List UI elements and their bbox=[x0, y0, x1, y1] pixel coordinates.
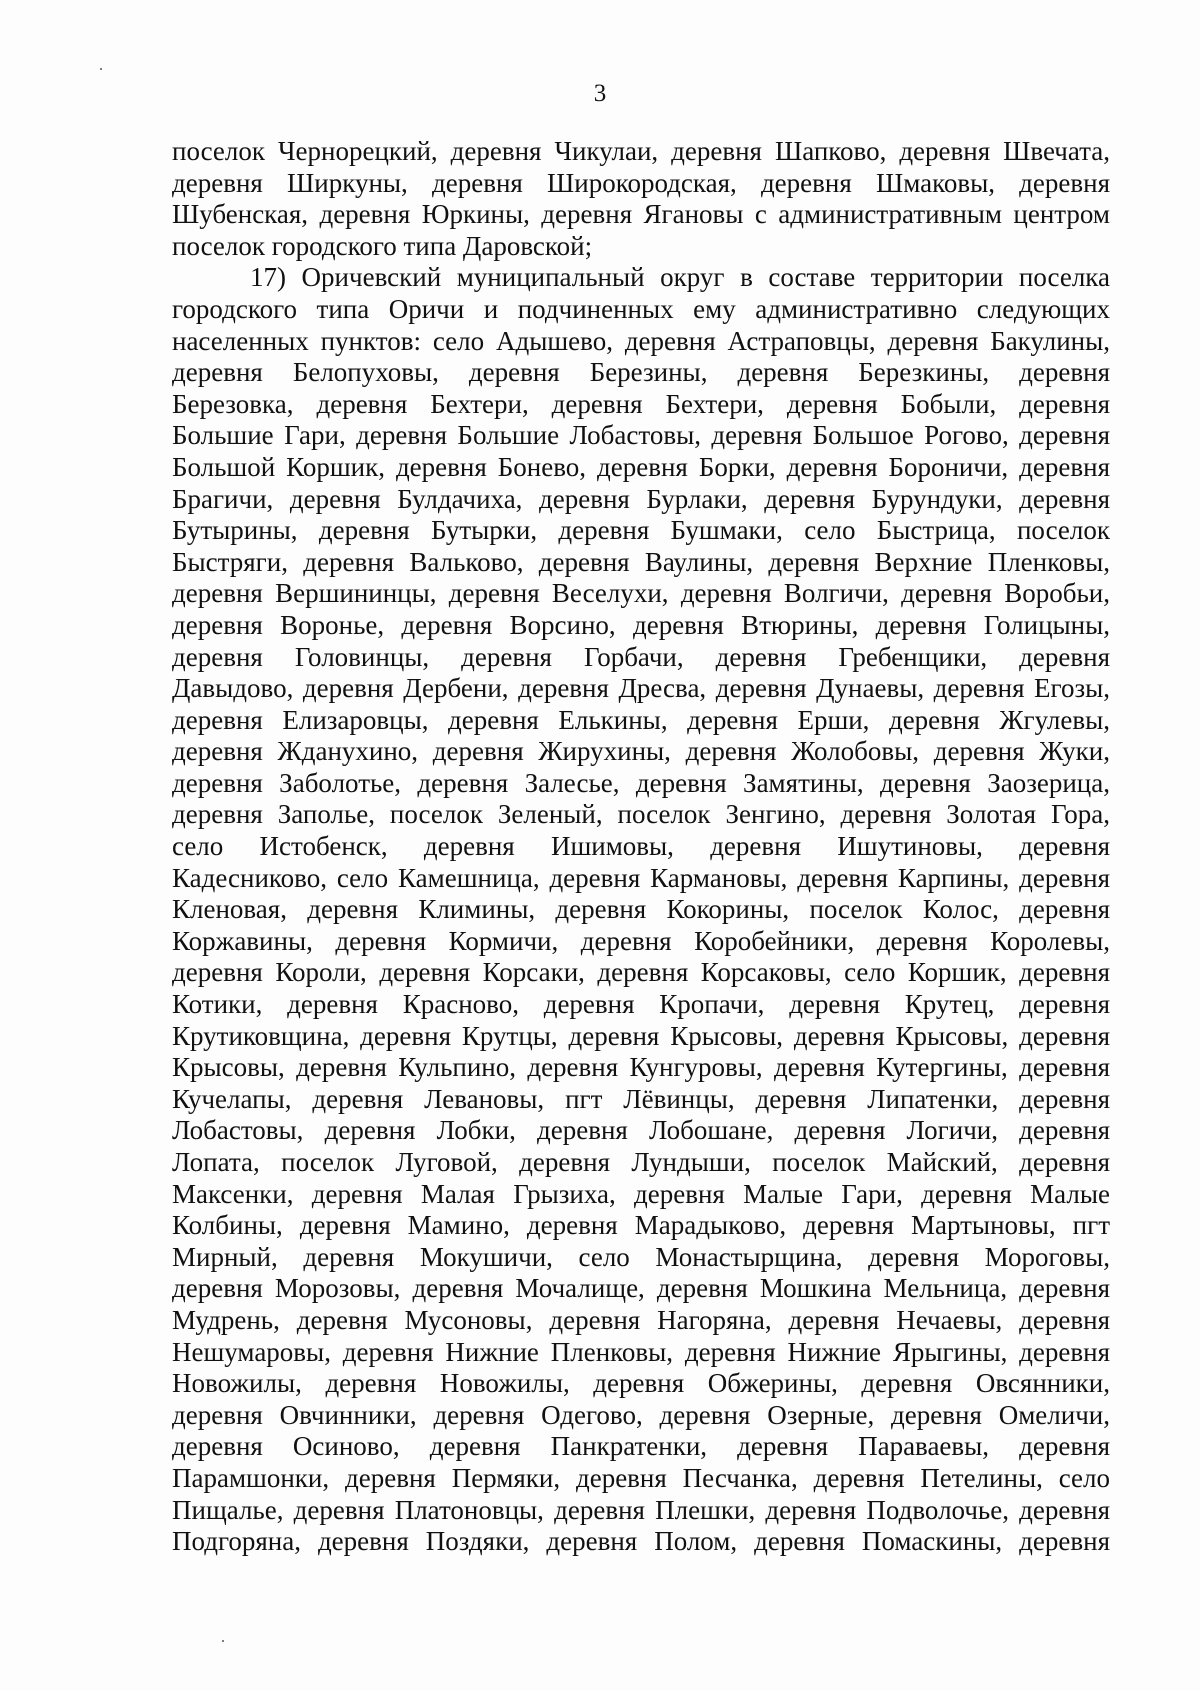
text-line: деревня Воронье, деревня Ворсино, деревня Втюрины, деревня Голицыны, bbox=[172, 609, 1110, 640]
text-line: Кленовая, деревня Климины, деревня Кокорины, поселок Колос, деревня bbox=[172, 894, 1110, 925]
text-line: Кадесниково, село Камешница, деревня Кармановы, деревня Карпины, деревня bbox=[172, 862, 1110, 893]
text-line: Крутиковщина, деревня Крутцы, деревня Крысовы, деревня Крысовы, деревня bbox=[172, 1020, 1110, 1051]
text-line: Максенки, деревня Малая Грызиха, деревня Малые Гари, деревня Малые bbox=[172, 1178, 1110, 1209]
text-line: Нешумаровы, деревня Нижние Пленковы, деревня Нижние Ярыгины, деревня bbox=[172, 1336, 1110, 1367]
text-line: Коржавины, деревня Кормичи, деревня Коробейники, деревня Королевы, bbox=[172, 925, 1110, 956]
text-line: деревня Головинцы, деревня Горбачи, деревня Гребенщики, деревня bbox=[172, 641, 1110, 672]
text-line: деревня Заболотье, деревня Залесье, деревня Замятины, деревня Заозерица, bbox=[172, 767, 1110, 798]
text-line: Бутырины, деревня Бутырки, деревня Бушмаки, село Быстрица, поселок bbox=[172, 515, 1110, 546]
text-line: Шубенская, деревня Юркины, деревня Ягановы с административным центром bbox=[172, 199, 1110, 230]
scan-speck bbox=[100, 68, 102, 70]
text-line: деревня Заполье, поселок Зеленый, поселок Зенгино, деревня Золотая Гора, bbox=[172, 799, 1110, 830]
text-line: деревня Вершининцы, деревня Веселухи, деревня Волгичи, деревня Воробьи, bbox=[172, 578, 1110, 609]
text-line: деревня Ширкуны, деревня Широкородская, деревня Шмаковы, деревня bbox=[172, 167, 1110, 198]
text-line: поселок городского типа Даровской; bbox=[172, 230, 593, 261]
text-line: Пищалье, деревня Платоновцы, деревня Плешки, деревня Подволочье, деревня bbox=[172, 1494, 1110, 1525]
body-text bbox=[172, 136, 1110, 1558]
text-line: Быстряги, деревня Вальково, деревня Ваулины, деревня Верхние Пленковы, bbox=[172, 546, 1110, 577]
text-line: деревня Жданухино, деревня Жирухины, деревня Жолобовы, деревня Жуки, bbox=[172, 736, 1110, 767]
text-line: деревня Морозовы, деревня Мочалище, деревня Мошкина Мельница, деревня bbox=[172, 1273, 1110, 1304]
text-line: Мирный, деревня Мокушичи, село Монастырщина, деревня Мороговы, bbox=[172, 1241, 1110, 1272]
text-line: Большие Гари, деревня Большие Лобастовы, деревня Большое Рогово, деревня bbox=[172, 420, 1110, 451]
text-line: село Истобенск, деревня Ишимовы, деревня Ишутиновы, деревня bbox=[172, 831, 1110, 862]
text-line: населенных пунктов: село Адышево, деревня Астраповцы, деревня Бакулины, bbox=[172, 325, 1110, 356]
page-number: 3 bbox=[593, 80, 607, 107]
text-line: Новожилы, деревня Новожилы, деревня Обжерины, деревня Овсянники, bbox=[172, 1368, 1110, 1399]
text-line: Котики, деревня Красново, деревня Кропачи, деревня Крутец, деревня bbox=[172, 989, 1110, 1020]
text-line: Брагичи, деревня Булдачиха, деревня Бурлаки, деревня Бурундуки, деревня bbox=[172, 483, 1110, 514]
text-line: деревня Овчинники, деревня Одегово, деревня Озерные, деревня Омеличи, bbox=[172, 1399, 1110, 1430]
paragraph-17-first-line: 17) Оричевский муниципальный округ в составе территории поселка bbox=[250, 262, 1110, 293]
text-line: деревня Короли, деревня Корсаки, деревня Корсаковы, село Коршик, деревня bbox=[172, 957, 1110, 988]
text-line: Давыдово, деревня Дербени, деревня Дресва, деревня Дунаевы, деревня Егозы, bbox=[172, 673, 1110, 704]
text-line: Крысовы, деревня Кульпино, деревня Кунгуровы, деревня Кутергины, деревня bbox=[172, 1052, 1110, 1083]
text-line: Березовка, деревня Бехтери, деревня Бехтери, деревня Бобыли, деревня bbox=[172, 388, 1110, 419]
text-line: поселок Чернорецкий, деревня Чикулаи, деревня Шапково, деревня Швечата, bbox=[172, 136, 1110, 166]
text-line: городского типа Оричи и подчиненных ему административно следующих bbox=[172, 293, 1110, 324]
text-line: Парамшонки, деревня Пермяки, деревня Песчанка, деревня Петелины, село bbox=[172, 1462, 1110, 1493]
text-line: Большой Коршик, деревня Бонево, деревня Борки, деревня Бороничи, деревня bbox=[172, 451, 1110, 482]
scan-speck bbox=[222, 1640, 224, 1642]
text-line: Лобастовы, деревня Лобки, деревня Лобошане, деревня Логичи, деревня bbox=[172, 1115, 1110, 1146]
text-line: Подгоряна, деревня Поздяки, деревня Полом, деревня Помаскины, деревня bbox=[172, 1526, 1110, 1557]
text-line: деревня Белопуховы, деревня Березины, деревня Березкины, деревня bbox=[172, 357, 1110, 388]
text-line: Мудрень, деревня Мусоновы, деревня Нагоряна, деревня Нечаевы, деревня bbox=[172, 1304, 1110, 1335]
text-line: деревня Елизаровцы, деревня Елькины, деревня Ерши, деревня Жгулевы, bbox=[172, 704, 1110, 735]
text-line: Колбины, деревня Мамино, деревня Марадыково, деревня Мартыновы, пгт bbox=[172, 1210, 1110, 1241]
text-line: Кучелапы, деревня Левановы, пгт Лёвинцы, деревня Липатенки, деревня bbox=[172, 1083, 1110, 1114]
text-line: деревня Осиново, деревня Панкратенки, деревня Параваевы, деревня bbox=[172, 1431, 1110, 1462]
text-line: Лопата, поселок Луговой, деревня Лундыши, поселок Майский, деревня bbox=[172, 1147, 1110, 1177]
